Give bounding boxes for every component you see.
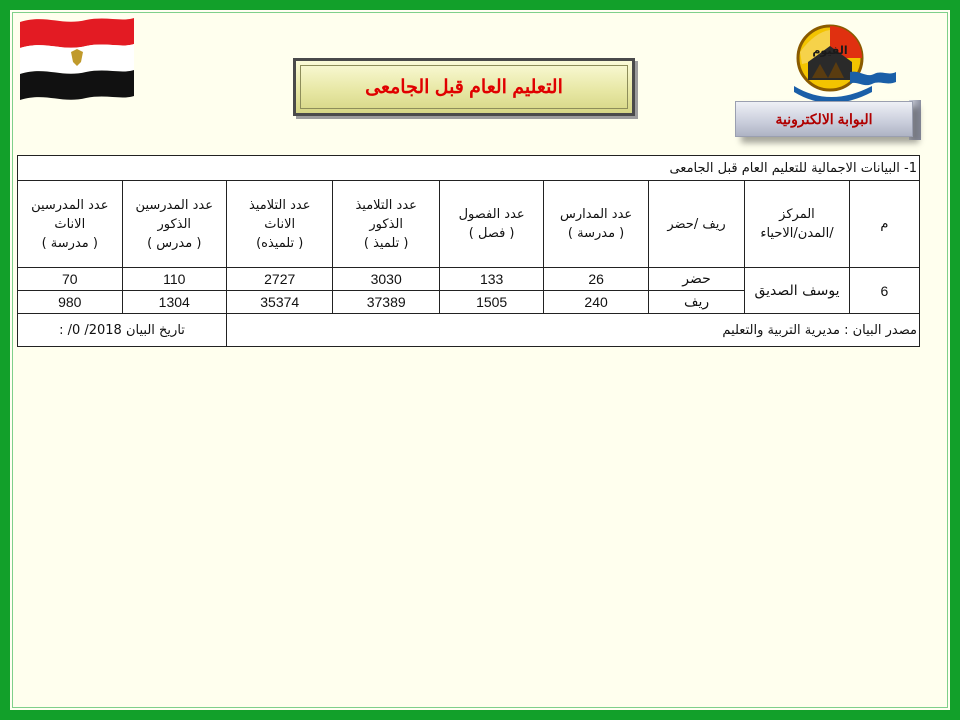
students-female-cell: 2727: [226, 268, 332, 291]
row-number: 6: [849, 268, 919, 314]
schools-cell: 240: [544, 291, 648, 314]
header-students-female: عدد التلاميذ الاناث ( تلميذه): [226, 181, 332, 268]
header-schools: عدد المدارس ( مدرسة ): [544, 181, 648, 268]
teachers-male-cell: 1304: [122, 291, 226, 314]
egypt-flag-icon: [16, 12, 138, 100]
table-footer-row: [18, 314, 920, 347]
header-num: م: [849, 181, 919, 268]
header-teachers-male: عدد المدرسين الذكور ( مدرس ): [122, 181, 226, 268]
data-source: مصدر البيان : مديرية التربية والتعليم: [226, 314, 919, 347]
area-type-cell: حضر: [648, 268, 744, 291]
table-caption: 1- البيانات الاجمالية للتعليم العام قبل الجامعى: [18, 156, 920, 181]
page-title: التعليم العام قبل الجامعى: [365, 76, 563, 98]
header-classes: عدد الفصول ( فصل ): [439, 181, 543, 268]
table-header-row: [18, 181, 920, 268]
date-value: : /0 /2018: [59, 322, 122, 338]
center-name: يوسف الصديق: [745, 268, 849, 314]
header-area-type: ريف /حضر: [648, 181, 744, 268]
classes-cell: 1505: [439, 291, 543, 314]
header-students-male: عدد التلاميذ الذكور ( تلميذ ): [333, 181, 439, 268]
svg-text:الفيوم: الفيوم: [812, 44, 848, 57]
teachers-female-cell: 980: [18, 291, 123, 314]
classes-cell: 133: [439, 268, 543, 291]
students-female-cell: 35374: [226, 291, 332, 314]
table-row: [18, 268, 920, 291]
date-label: تاريخ البيان: [125, 322, 185, 338]
education-stats-table: [17, 155, 920, 347]
teachers-male-cell: 110: [122, 268, 226, 291]
header-center: المركز /المدن/الاحياء: [745, 181, 849, 268]
area-type-cell: ريف: [648, 291, 744, 314]
page-title-box: [293, 58, 635, 116]
portal-badge[interactable]: [735, 101, 913, 137]
teachers-female-cell: 70: [18, 268, 123, 291]
portal-label: البوابة الالكترونية: [775, 110, 873, 127]
data-date: [18, 314, 227, 347]
students-male-cell: 3030: [333, 268, 439, 291]
students-male-cell: 37389: [333, 291, 439, 314]
schools-cell: 26: [544, 268, 648, 291]
header-teachers-female: عدد المدرسين الاناث ( مدرسة ): [18, 181, 123, 268]
